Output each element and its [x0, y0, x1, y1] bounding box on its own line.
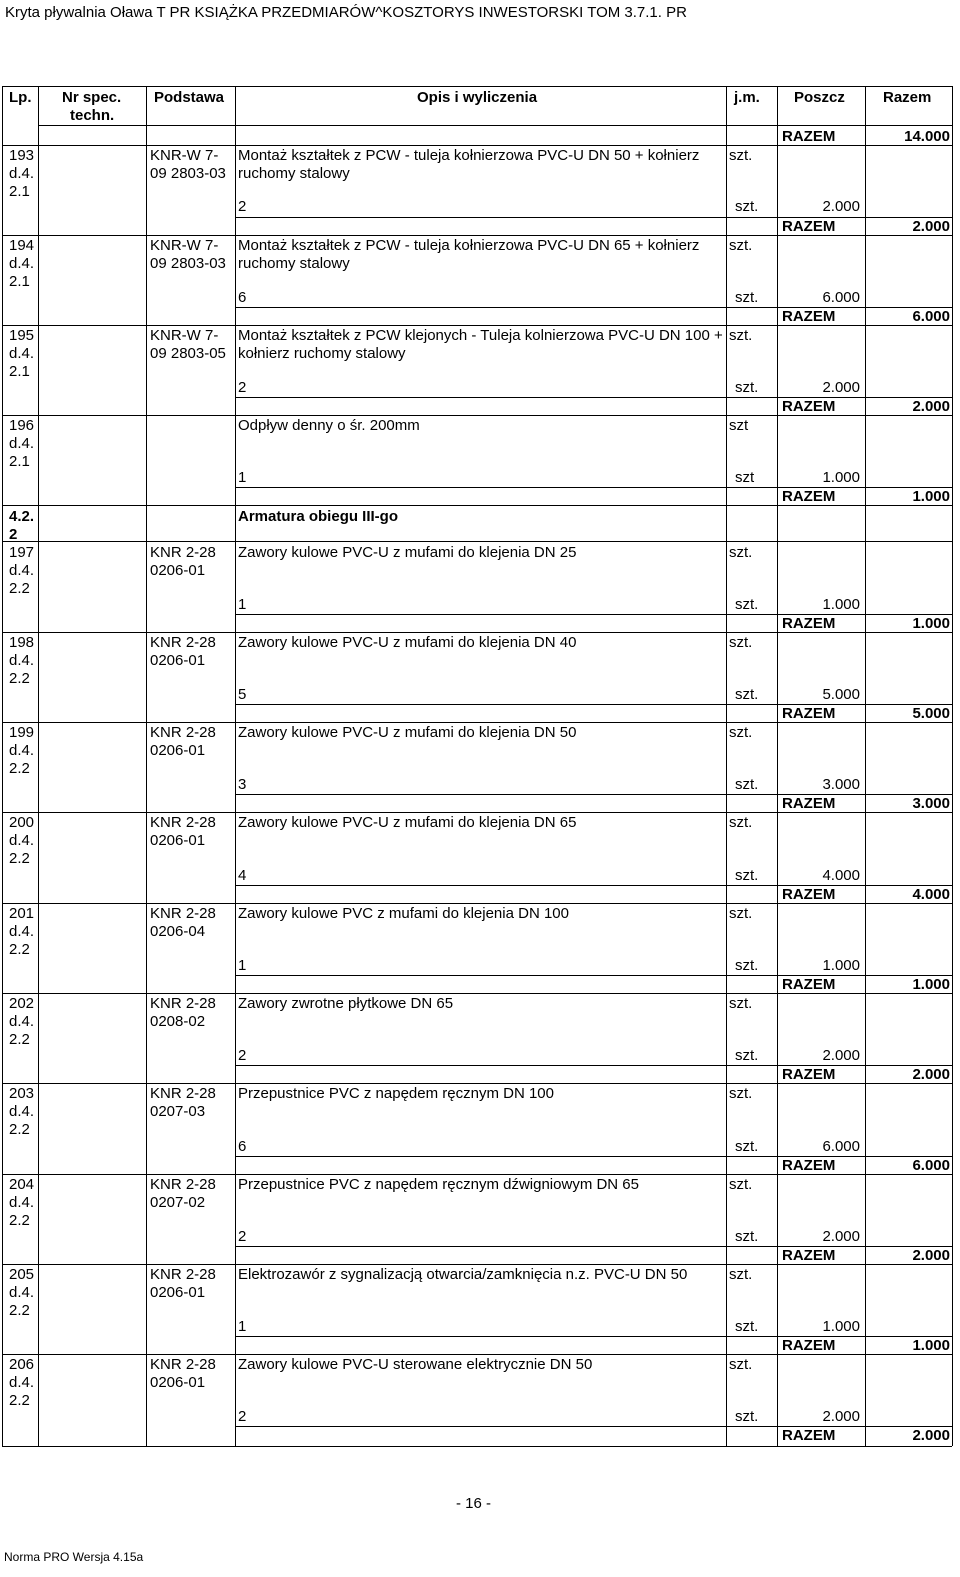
item-description: Montaż kształtek z PCW - tuleja kołnierzowa PVC-U DN 65 + kołnierz ruchomy stalowy [238, 237, 700, 272]
item-quantity-unit: szt. [735, 1138, 759, 1155]
carryover-razem-label: RAZEM [782, 128, 836, 145]
item-razem-line [235, 217, 952, 218]
item-razem-label: RAZEM [782, 1157, 836, 1174]
item-razem-line [235, 1426, 952, 1427]
row-separator [2, 1264, 952, 1265]
item-quantity-unit: szt. [735, 1408, 759, 1425]
row-separator [2, 1354, 952, 1355]
row-separator [2, 235, 952, 236]
item-razem-label: RAZEM [782, 976, 836, 993]
item-number: 196 d.4. 2.1 [9, 417, 35, 470]
item-description: Montaż kształtek z PCW - tuleja kołnierzowa PVC-U DN 50 + kołnierz ruchomy stalowy [238, 147, 700, 182]
item-razem-line [235, 307, 952, 308]
item-razem-label: RAZEM [782, 795, 836, 812]
item-basis: KNR-W 7-09 2803-05 [150, 327, 226, 362]
item-razem-line [235, 1336, 952, 1337]
item-quantity-unit: szt. [735, 686, 759, 703]
item-quantity-value: 2.000 [822, 1228, 860, 1245]
item-unit: szt. [729, 1085, 753, 1102]
item-razem-line [235, 975, 952, 976]
item-quantity-unit: szt. [735, 198, 759, 215]
item-basis: KNR 2-28 0206-01 [150, 1356, 216, 1391]
item-quantity-unit: szt. [735, 596, 759, 613]
col-line-4 [726, 86, 727, 1446]
item-razem-line [235, 885, 952, 886]
item-description: Zawory kulowe PVC-U z mufami do klejenia DN 25 [238, 544, 577, 561]
item-unit: szt. [729, 1266, 753, 1283]
item-number: 193 d.4. 2.1 [9, 147, 35, 200]
item-razem-label: RAZEM [782, 705, 836, 722]
item-quantity-value: 2.000 [822, 379, 860, 396]
item-number: 195 d.4. 2.1 [9, 327, 35, 380]
item-description: Montaż kształtek z PCW klejonych - Tuleja kolnierzowa PVC-U DN 100 + kołnierz ruchomy stalowy [238, 327, 723, 362]
table-top-border [2, 86, 952, 87]
item-quantity-unit: szt. [735, 776, 759, 793]
row-separator [2, 1083, 952, 1084]
item-quantity-value: 1.000 [822, 596, 860, 613]
item-quantity-unit: szt [735, 469, 755, 486]
item-razem-label: RAZEM [782, 488, 836, 505]
item-razem-value: 2.000 [912, 398, 950, 415]
carryover-razem-value: 14.000 [904, 128, 950, 145]
item-quantity-value: 1.000 [822, 469, 860, 486]
col-header-razem: Razem [883, 89, 932, 106]
table-header-bottom-border [38, 125, 952, 126]
item-quantity-unit: szt. [735, 867, 759, 884]
col-header-podstawa: Podstawa [154, 89, 225, 106]
col-header-opis: Opis i wyliczenia [417, 89, 538, 106]
item-basis: KNR 2-28 0206-01 [150, 724, 216, 759]
item-unit: szt. [729, 1176, 753, 1193]
item-quantity-expression: 3 [238, 776, 247, 793]
item-quantity-unit: szt. [735, 957, 759, 974]
row-separator [2, 1174, 952, 1175]
item-quantity-value: 1.000 [822, 1318, 860, 1335]
item-razem-line [235, 487, 952, 488]
item-quantity-expression: 5 [238, 686, 247, 703]
item-razem-value: 1.000 [912, 488, 950, 505]
item-razem-line [235, 1156, 952, 1157]
document-title: Kryta pływalnia Oława T PR KSIĄŻKA PRZEDMIARÓW^KOSZTORYS INWESTORSKI TOM 3.7.1. PR [5, 4, 687, 21]
item-quantity-expression: 2 [238, 1047, 247, 1064]
item-quantity-expression: 2 [238, 379, 247, 396]
row-separator [2, 541, 952, 542]
item-quantity-value: 3.000 [822, 776, 860, 793]
item-quantity-expression: 2 [238, 1408, 247, 1425]
item-razem-label: RAZEM [782, 615, 836, 632]
item-unit: szt. [729, 147, 753, 164]
item-description: Zawory kulowe PVC-U sterowane elektrycznie DN 50 [238, 1356, 593, 1373]
item-number: 201 d.4. 2.2 [9, 905, 35, 958]
item-basis: KNR 2-28 0207-03 [150, 1085, 216, 1120]
row-separator [2, 722, 952, 723]
item-razem-line [235, 397, 952, 398]
item-razem-value: 1.000 [912, 1337, 950, 1354]
software-version: Norma PRO Wersja 4.15a [4, 1550, 144, 1564]
item-number: 202 d.4. 2.2 [9, 995, 35, 1048]
item-description: Zawory kulowe PVC-U z mufami do klejenia DN 40 [238, 634, 577, 651]
item-quantity-value: 6.000 [822, 289, 860, 306]
item-number: 206 d.4. 2.2 [9, 1356, 35, 1409]
row-separator [2, 993, 952, 994]
item-quantity-value: 6.000 [822, 1138, 860, 1155]
row-separator [2, 145, 952, 146]
item-unit: szt [729, 417, 749, 434]
item-razem-label: RAZEM [782, 308, 836, 325]
item-razem-value: 5.000 [912, 705, 950, 722]
row-separator [2, 415, 952, 416]
item-number: 197 d.4. 2.2 [9, 544, 35, 597]
item-number: 194 d.4. 2.1 [9, 237, 35, 290]
row-separator [2, 812, 952, 813]
item-razem-label: RAZEM [782, 1247, 836, 1264]
page-number: - 16 - [456, 1495, 492, 1512]
item-number: 199 d.4. 2.2 [9, 724, 35, 777]
item-quantity-unit: szt. [735, 289, 759, 306]
item-razem-line [235, 1065, 952, 1066]
item-basis: KNR-W 7-09 2803-03 [150, 147, 226, 182]
item-razem-label: RAZEM [782, 398, 836, 415]
item-razem-value: 1.000 [912, 976, 950, 993]
col-line-6 [865, 86, 866, 1446]
col-header-nr-spec: Nr spec. [62, 89, 122, 106]
item-quantity-value: 5.000 [822, 686, 860, 703]
table-bottom-border [2, 1446, 952, 1447]
col-header-poszcz: Poszcz [794, 89, 845, 106]
item-description: Przepustnice PVC z napędem ręcznym DN 100 [238, 1085, 554, 1102]
item-description: Zawory kulowe PVC-U z mufami do klejenia DN 65 [238, 814, 577, 831]
item-quantity-value: 1.000 [822, 957, 860, 974]
item-description: Zawory kulowe PVC z mufami do klejenia DN 100 [238, 905, 569, 922]
item-razem-label: RAZEM [782, 1337, 836, 1354]
item-number: 200 d.4. 2.2 [9, 814, 35, 867]
item-quantity-expression: 1 [238, 1318, 247, 1335]
row-separator [2, 505, 952, 506]
item-basis: KNR 2-28 0208-02 [150, 995, 216, 1030]
col-line-2 [146, 86, 147, 1446]
item-basis: KNR 2-28 0206-01 [150, 634, 216, 669]
item-description: Przepustnice PVC z napędem ręcznym dźwigniowym DN 65 [238, 1176, 639, 1193]
item-unit: szt. [729, 814, 753, 831]
item-razem-value: 2.000 [912, 218, 950, 235]
item-description: Zawory kulowe PVC-U z mufami do klejenia DN 50 [238, 724, 577, 741]
item-quantity-value: 2.000 [822, 1408, 860, 1425]
item-razem-line [235, 794, 952, 795]
item-razem-label: RAZEM [782, 886, 836, 903]
item-unit: szt. [729, 724, 753, 741]
item-unit: szt. [729, 327, 753, 344]
item-razem-value: 6.000 [912, 308, 950, 325]
item-number: 205 d.4. 2.2 [9, 1266, 35, 1319]
item-basis: KNR 2-28 0206-04 [150, 905, 216, 940]
item-unit: szt. [729, 544, 753, 561]
item-quantity-expression: 6 [238, 289, 247, 306]
item-razem-value: 6.000 [912, 1157, 950, 1174]
item-quantity-expression: 1 [238, 596, 247, 613]
col-header-techn: techn. [70, 107, 115, 124]
item-basis: KNR 2-28 0206-01 [150, 814, 216, 849]
item-quantity-expression: 4 [238, 867, 247, 884]
item-basis: KNR-W 7-09 2803-03 [150, 237, 226, 272]
item-basis: KNR 2-28 0206-01 [150, 544, 216, 579]
item-quantity-value: 2.000 [822, 198, 860, 215]
item-quantity-value: 2.000 [822, 1047, 860, 1064]
col-header-jm: j.m. [734, 89, 760, 106]
item-quantity-value: 4.000 [822, 867, 860, 884]
section-number: 4.2. 2 [9, 508, 35, 543]
item-quantity-expression: 1 [238, 469, 247, 486]
item-quantity-expression: 1 [238, 957, 247, 974]
item-description: Elektrozawór z sygnalizacją otwarcia/zamknięcia n.z. PVC-U DN 50 [238, 1266, 688, 1283]
item-quantity-expression: 2 [238, 198, 247, 215]
item-razem-line [235, 704, 952, 705]
item-razem-value: 3.000 [912, 795, 950, 812]
item-unit: szt. [729, 237, 753, 254]
row-separator [2, 903, 952, 904]
item-number: 204 d.4. 2.2 [9, 1176, 35, 1229]
item-unit: szt. [729, 905, 753, 922]
item-unit: szt. [729, 1356, 753, 1373]
item-unit: szt. [729, 995, 753, 1012]
item-quantity-unit: szt. [735, 379, 759, 396]
item-unit: szt. [729, 634, 753, 651]
col-header-lp: Lp. [9, 89, 32, 106]
item-quantity-unit: szt. [735, 1047, 759, 1064]
item-razem-line [235, 1246, 952, 1247]
col-line-5 [777, 86, 778, 1446]
row-separator [2, 325, 952, 326]
item-razem-value: 2.000 [912, 1427, 950, 1444]
item-razem-value: 1.000 [912, 615, 950, 632]
item-description: Zawory zwrotne płytkowe DN 65 [238, 995, 454, 1012]
item-basis: KNR 2-28 0207-02 [150, 1176, 216, 1211]
item-razem-value: 4.000 [912, 886, 950, 903]
item-number: 198 d.4. 2.2 [9, 634, 35, 687]
item-razem-value: 2.000 [912, 1247, 950, 1264]
item-number: 203 d.4. 2.2 [9, 1085, 35, 1138]
item-razem-label: RAZEM [782, 1066, 836, 1083]
section-title: Armatura obiegu III-go [238, 508, 399, 525]
item-quantity-expression: 6 [238, 1138, 247, 1155]
col-line-3 [235, 86, 236, 1446]
item-quantity-unit: szt. [735, 1318, 759, 1335]
item-razem-label: RAZEM [782, 218, 836, 235]
item-razem-line [235, 614, 952, 615]
item-quantity-expression: 2 [238, 1228, 247, 1245]
item-razem-value: 2.000 [912, 1066, 950, 1083]
item-basis: KNR 2-28 0206-01 [150, 1266, 216, 1301]
item-description: Odpływ denny o śr. 200mm [238, 417, 420, 434]
row-separator [2, 632, 952, 633]
item-quantity-unit: szt. [735, 1228, 759, 1245]
col-line-7 [952, 86, 953, 1446]
item-razem-label: RAZEM [782, 1427, 836, 1444]
col-line-0 [2, 86, 3, 1446]
